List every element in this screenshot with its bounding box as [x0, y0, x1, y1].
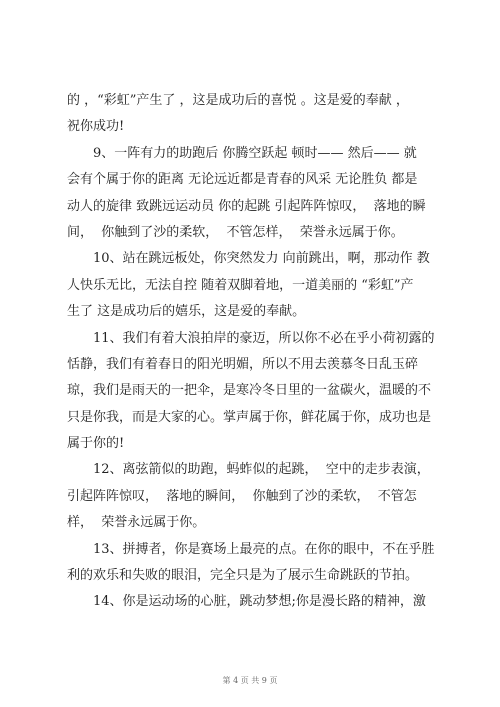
text-line: 属于你的! [67, 436, 125, 452]
text-line: 会有个属于你的距离 无论远近都是青春的风采 无论胜负 都是 [67, 172, 418, 188]
text-line: 琼，我们是雨天的一把伞，是寒冷冬日里的一盆碳火，温暖的不 [67, 383, 432, 399]
text-line: 样， 荣誉永远属于你。 [67, 515, 206, 531]
text-line: 引起阵阵惊叹， 落地的瞬间， 你触到了沙的柔软， 不管怎 [67, 488, 417, 504]
text-line: 的 ，“彩虹”产生了 ，这是成功后的喜悦 。这是爱的奉献 ， [67, 93, 409, 108]
paragraph-item-12 [67, 457, 437, 536]
page-number-footer: 第 4 页 共 9 页 [222, 676, 278, 685]
text-line: 11、我们有着大浪拍岸的豪迈，所以你不必在乎小荷初露的 [93, 330, 435, 346]
text-line: 利的欢乐和失败的眼泪，完全只是为了展示生命跳跃的节拍。 [67, 568, 419, 584]
paragraph-item-11 [67, 326, 437, 458]
paragraph-continuation [67, 88, 437, 141]
paragraph-item-14 [67, 589, 437, 615]
text-line: 祝你成功! [67, 119, 125, 135]
text-line: 14、你是运动场的心脏，跳动梦想;你是漫长路的精神，激 [93, 594, 426, 610]
text-line: 生了 这是成功后的嬉乐，这是爱的奉献。 [67, 304, 306, 320]
text-line: 13、拼搏者，你是赛场上最亮的点。在你的眼中，不在乎胜 [93, 541, 435, 557]
text-line: 动人的旋律 致跳远运动员 你的起跳 引起阵阵惊叹， 落地的瞬 [67, 198, 426, 214]
document-body [67, 88, 437, 616]
paragraph-item-9 [67, 141, 437, 247]
text-line: 只是你我，而是大家的心。掌声属于你，鲜花属于你，成功也是 [67, 409, 432, 425]
paragraph-item-10 [67, 246, 437, 325]
text-line: 间， 你触到了沙的柔软， 不管怎样， 荣誉永远属于你。 [67, 224, 404, 240]
text-line: 9、一阵有力的助跑后 你腾空跃起 顿时—— 然后—— 就 [93, 145, 417, 161]
text-line: 10、站在跳远板处，你突然发力 向前跳出，啊，那动作 教 [93, 251, 430, 267]
text-line: 人快乐无比，无法自控 随着双脚着地，一道美丽的 “彩虹”产 [67, 277, 414, 293]
text-line: 恬静，我们有着春日的阳光明媚，所以不用去羡慕冬日乱玉碎 [67, 356, 419, 372]
text-line: 12、离弦箭似的助跑，蚂蚱似的起跳， 空中的走步表演， [93, 462, 430, 478]
paragraph-item-13 [67, 537, 437, 590]
